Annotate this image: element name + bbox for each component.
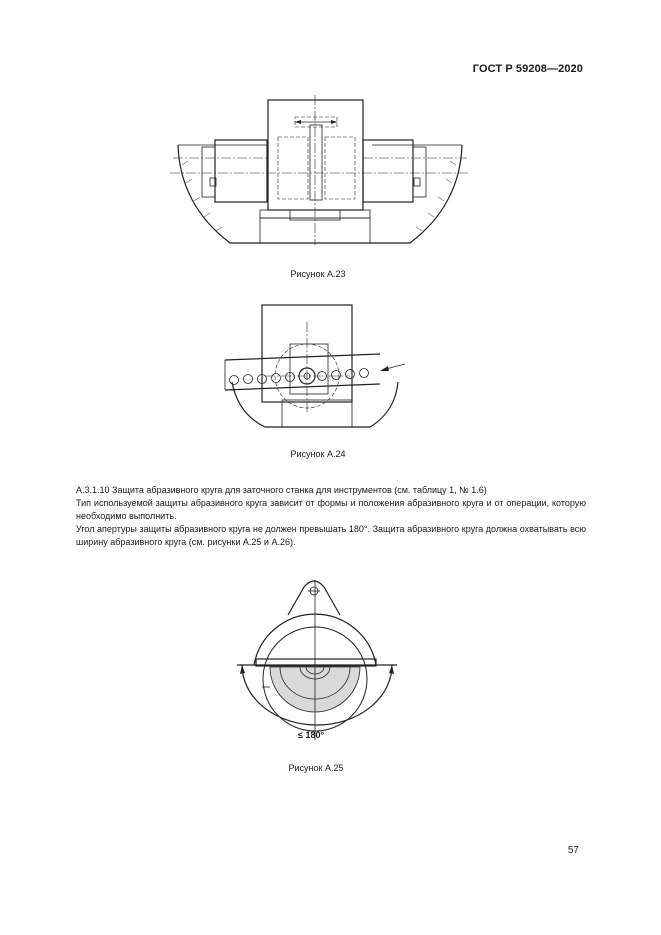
figure-a24-caption: Рисунок А.24 [290, 449, 346, 459]
paragraph-section-title: А.3.1.10 Защита абразивного круга для заточного станка для инструментов (см. таблицу 1, № 1.6) [76, 485, 487, 495]
figure-a23-drawing [170, 95, 470, 255]
figure-a25-drawing [232, 575, 402, 745]
document-header: ГОСТ Р 59208—2020 [472, 63, 583, 75]
paragraph-aperture-angle: Угол апертуры защиты абразивного круга не должен превышать 180°. Защита абразивного круга должна охватывать всю ширину абразивного круга (см. рисунки А.25 и А.26). [76, 524, 586, 547]
paragraph-guard-type: Тип используемой защиты абразивного круга зависит от формы и положения абразивного круга и от операции, которую необходимо выполнить. [76, 498, 586, 521]
figure-a25-caption: Рисунок А.25 [288, 763, 344, 773]
page-number: 57 [567, 845, 579, 856]
figure-a23-caption: Рисунок А.23 [290, 269, 346, 279]
angle-label: ≤ 180° [298, 730, 325, 740]
figure-a24-drawing [220, 302, 420, 434]
